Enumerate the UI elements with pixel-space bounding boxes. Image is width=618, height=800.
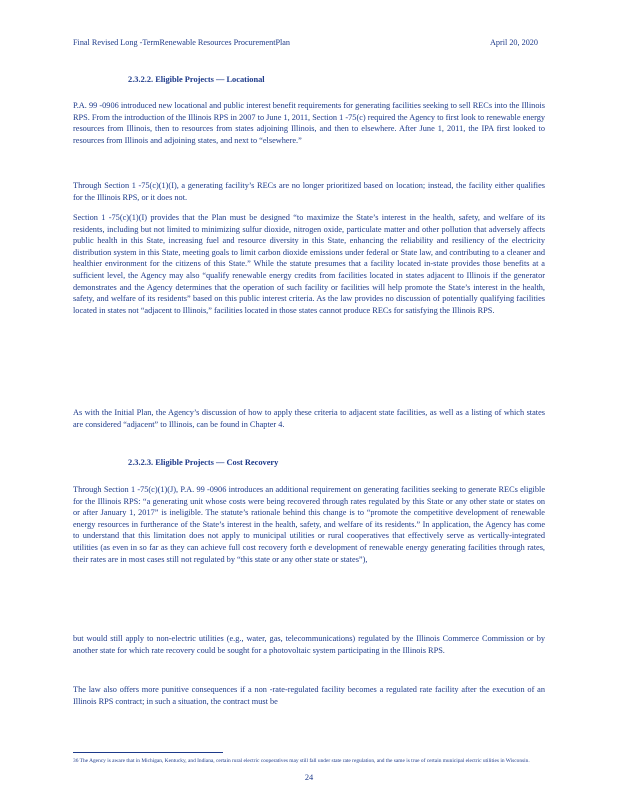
paragraph-adjacent-states: As with the Initial Plan, the Agency’s discussion of how to apply these criteria to adjacent state facilities, as well as a listing of which states are considered “adjacent” to Illinois, can be found in Chapter 4. [73, 408, 545, 429]
paragraph-punitive-consequences: The law also offers more punitive consequences if a non -rate-regulated facility becomes a regulated rate facility after the execution of an Illinois RPS contract; in such a situation, the contract must be [73, 685, 545, 706]
paragraph-locational-history: P.A. 99 -0906 introduced new locational and public interest benefit requirements for generating facilities seeking to sell RECs into the Illinois RPS. From the introduction of the Illinois RPS in 2007 to June 1, 2011, Section 1 -75(c) required the Agency to first look to renewable energy resources from Illinois, then to resources from states adjoining Illinois, and then to elsewhere. After June 1, 2011, the IPA first looked to resources from Illinois and adjoining states, and next to “elsewhere.” [73, 101, 545, 145]
paragraph-no-prioritization: Through Section 1 -75(c)(1)(I), a generating facility’s RECs are no longer prioritized based on location; instead, the facility either qualifies for the Illinois RPS, or it does not. [73, 181, 545, 202]
paragraph-cost-recovery: Through Section 1 -75(c)(1)(J), P.A. 99 -0906 introduces an additional requirement on generating facilities seeking to generate RECs eligible for the Illinois RPS: “a generating unit whose costs were being recovered through rates regulated by this State or any other state or states on or after January 1, 2017” is ineligible. The statute’s rationale behind this change is to “promote the competitive development of renewable energy resources in furtherance of the State’s interest in the health, safety, and welfare of its residents.” In application, the Agency has come to understand that this limitation does not apply to municipal utilities or rural cooperatives that effectively serve as vertically-integrated utilities (as even in so far as they can achieve full cost recovery forth e development of renewable energy generating facilities through rates, their rates are in most cases still not regulated by “this state or any other state or states”), [73, 485, 545, 564]
page-number: 24 [304, 773, 314, 782]
section-heading-cost-recovery: 2.3.2.3. Eligible Projects — Cost Recovery [128, 458, 279, 467]
footnote-number: 36 [73, 758, 79, 764]
header-date: April 20, 2020 [490, 38, 538, 47]
footnote-divider [73, 752, 223, 753]
page-header [73, 38, 538, 47]
section-heading-locational: 2.3.2.2. Eligible Projects — Locational [128, 75, 265, 84]
paragraph-public-interest: Section 1 -75(c)(1)(I) provides that the Plan must be designed “to maximize the State’s interest in the health, safety, and welfare of its residents, including but not limited to minimizing sulfur dioxide, nitrogen oxide, particulate matter and other pollution that adversely affects public health in this State, increasing fuel and resource diversity in this State, enhancing the reliability and resiliency of the electricity distribution system in this State, meeting goals to limit carbon dioxide emissions under federal or State law, and contributing to a cleaner and healthier environment for the citizens of this State.” While the statute presumes that a facility located in-state provides those benefits at a sufficient level, the Agency may also “qualify renewable energy credits from facilities located in states adjacent to Illinois if the generator demonstrates and the Agency determines that the operation of such facility or facilities will help promote the State’s interest in the health, safety, and welfare of its residents” based on this public interest criteria. As the law provides no discussion of potentially qualifying facilities located in states not “adjacent to Illinois,” facilities located in those states cannot produce RECs for satisfying the Illinois RPS. [73, 213, 545, 315]
header-document-title: Final Revised Long -TermRenewable Resources ProcurementPlan [73, 38, 291, 47]
footnote-text: The Agency is aware that in Michigan, Kentucky, and Indiana, certain rural electric cooperatives may still fall under state rate regulation, and the same is true of certain municipal electric utilities in Wisconsin. [79, 758, 530, 764]
paragraph-non-electric-utilities: but would still apply to non-electric utilities (e.g., water, gas, telecommunications) regulated by the Illinois Commerce Commission or by another state for which rate recovery could be sought for a photovoltaic system participating in the Illinois RPS. [73, 634, 545, 655]
footnote [73, 757, 545, 765]
